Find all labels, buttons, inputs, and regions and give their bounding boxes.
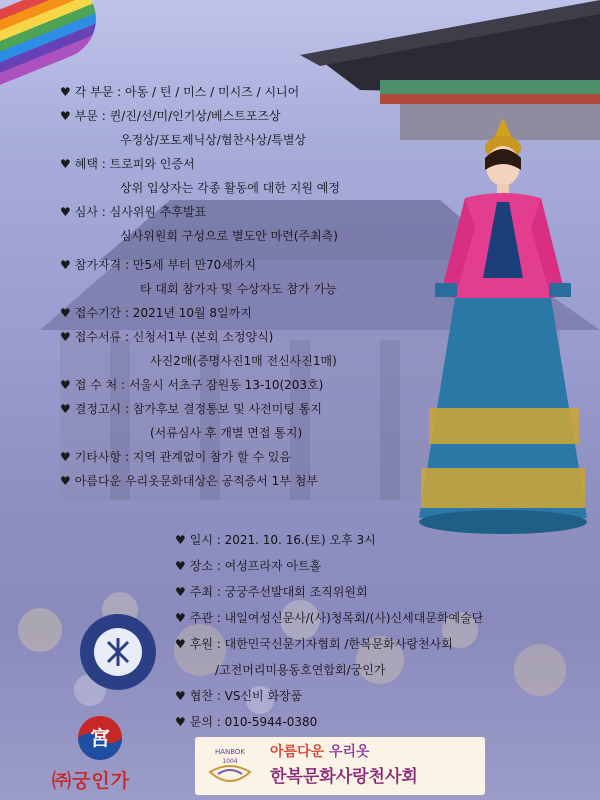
event-venue: ♥ 장소 : 여성프라자 아트홀	[175, 559, 322, 573]
heart-icon: ♥	[175, 611, 186, 625]
heart-icon: ♥	[60, 378, 71, 392]
info-line-other: ♥ 기타사항 : 지역 관계없이 참가 할 수 있음	[60, 450, 291, 464]
info-line-deadline: ♥ 접수기간 : 2021년 10월 8일까지	[60, 306, 252, 320]
info-line-awards: ♥ 부문 : 퀸/진/선/미/인기상/베스트포즈상	[60, 109, 281, 123]
heart-icon: ♥	[175, 715, 186, 729]
heart-icon: ♥	[60, 306, 71, 320]
heart-icon: ♥	[60, 402, 71, 416]
info-line-benefits-cont: 상위 입상자는 각종 활동에 대한 지원 예정	[120, 181, 340, 195]
hanbok-1004-logo	[200, 742, 260, 792]
svg-text:HANBOK: HANBOK	[214, 748, 246, 756]
heart-icon: ♥	[60, 450, 71, 464]
info-line-notice: ♥ 결정고시 : 참가후보 결정통보 및 사전미팅 통지	[60, 402, 322, 416]
newspaper-emblem-logo	[78, 612, 158, 692]
heart-icon: ♥	[60, 85, 71, 99]
heart-icon: ♥	[60, 258, 71, 272]
event-organizer: ♥ 주관 : 내일여성신문사/(사)청목회/(사)신세대문화예술단	[175, 611, 484, 625]
info-line-awards-cont: 우정상/포토제닉상/협찬사상/특별상	[120, 133, 307, 147]
info-line-address: ♥ 접 수 처 : 서울시 서초구 잠원동 13-10(203호)	[60, 378, 324, 392]
heart-icon: ♥	[175, 637, 186, 651]
info-line-culture-award: ♥ 아름다운 우리옷문화대상은 공적증서 1부 첨부	[60, 474, 318, 488]
heart-icon: ♥	[175, 689, 186, 703]
info-line-documents-cont: 사진2매(증명사진1매 전신사진1매)	[150, 354, 337, 368]
heart-icon: ♥	[60, 157, 71, 171]
heart-icon: ♥	[175, 559, 186, 573]
svg-text:宮: 宮	[90, 726, 110, 750]
info-line-categories: ♥ 각 부문 : 아동 / 틴 / 미스 / 미시즈 / 시니어	[60, 85, 300, 99]
heart-icon: ♥	[175, 585, 186, 599]
event-support-cont: /고전머리미용동호연합회/궁인가	[215, 663, 386, 677]
event-support: ♥ 후원 : 대한민국신문기자협회 /한복문화사랑천사회	[175, 637, 453, 651]
info-line-benefits: ♥ 혜택 : 트로피와 인증서	[60, 157, 195, 171]
heart-icon: ♥	[60, 205, 71, 219]
event-date: ♥ 일시 : 2021. 10. 16.(토) 오후 3시	[175, 533, 376, 547]
info-line-judging: ♥ 심사 : 심사위원 추후발표	[60, 205, 207, 219]
heart-icon: ♥	[60, 330, 71, 344]
heart-icon: ♥	[175, 533, 186, 547]
sponsor-name: 한복문화사랑천사회	[270, 767, 418, 787]
info-line-eligibility-cont: 타 대회 참가자 및 수상자도 참가 가능	[140, 282, 337, 296]
heart-icon: ♥	[60, 474, 71, 488]
heart-icon: ♥	[60, 109, 71, 123]
gunginga-brand-name: ㈜궁인가	[52, 770, 131, 792]
info-line-eligibility: ♥ 참가자격 : 만5세 부터 만70세까지	[60, 258, 257, 272]
event-contact: ♥ 문의 : 010-5944-0380	[175, 715, 318, 729]
info-line-documents: ♥ 접수서류 : 신청서1부 (본회 소정양식)	[60, 330, 274, 344]
info-line-judging-cont: 심사위원회 구성으로 별도안 마련(주최측)	[120, 229, 338, 243]
info-line-notice-cont: (서류심사 후 개별 면접 통지)	[150, 426, 303, 440]
svg-text:1004: 1004	[222, 758, 238, 765]
sponsor-tagline: 아름다운 우리옷	[270, 744, 370, 760]
event-host: ♥ 주최 : 궁궁주선발대회 조직위원회	[175, 585, 368, 599]
event-sponsor: ♥ 협찬 : VS신비 화장품	[175, 689, 303, 703]
